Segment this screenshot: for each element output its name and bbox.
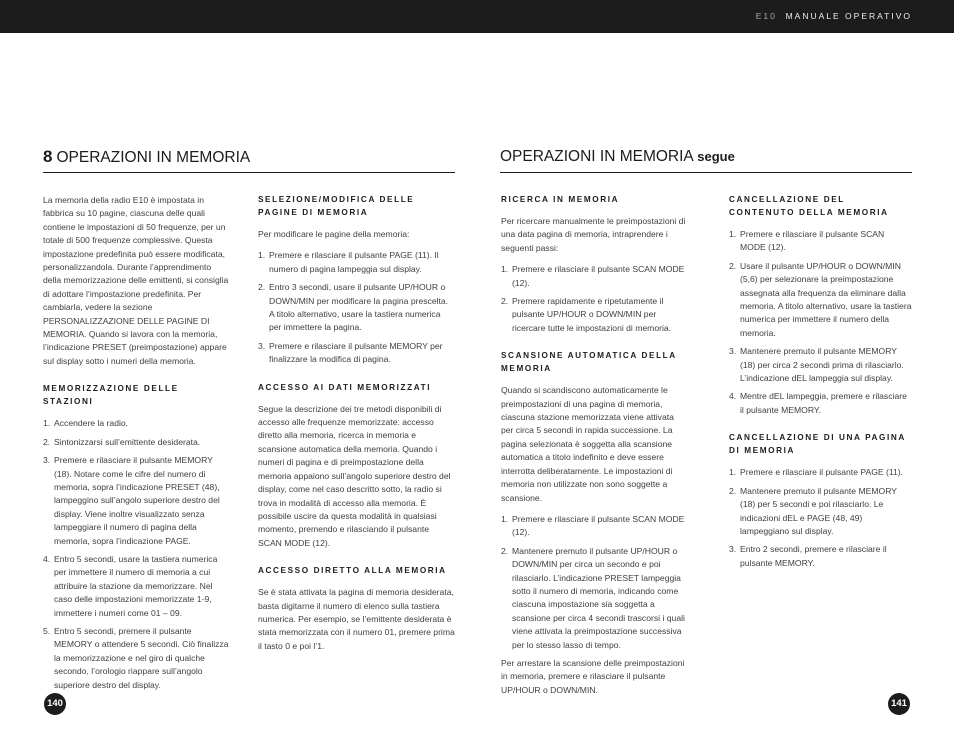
step-text: Mantenere premuto il pulsante UP/HOUR o DOWN/MIN per circa un secondo e poi rilasciarlo. L’indicazione PRESET lampeggia sotto il numero di memoria, indicando come ciascuna impostazione sia soggetta a scansione per circa 4 secondi trascorsi i quali viene attivata la preimpostazione successiva per lo stesso lasso di tempo. xyxy=(512,545,685,650)
step-number: 2. xyxy=(729,260,737,271)
list-item xyxy=(729,390,912,417)
section-heading: MEMORIZZAZIONE DELLE STAZIONI xyxy=(43,384,179,407)
step-text: Mantenere premuto il pulsante MEMORY (18) per circa 2 secondi prima di rilasciarlo. L’indicazione dEL lampeggia sul display. xyxy=(740,346,904,384)
steps-list xyxy=(258,249,455,366)
steps-list xyxy=(501,263,687,335)
header-bar xyxy=(0,0,954,33)
step-number: 3. xyxy=(43,455,51,466)
brand-name: E10 xyxy=(755,11,777,21)
list-item xyxy=(43,417,229,430)
step-number: 2. xyxy=(43,436,51,447)
list-item xyxy=(43,553,229,620)
step-text: Accendere la radio. xyxy=(54,418,129,429)
step-number: 3. xyxy=(729,544,737,555)
list-item xyxy=(729,228,912,255)
step-text: Entro 5 secondi, usare la tastiera numerica per immettere il numero di memoria a cui attribuire la stazione da memorizzare. Nel caso delle impostazioni memorizzate 1-9, immettere i numeri come 01 – 09. xyxy=(54,553,218,618)
step-text: Mentre dEL lampeggia, premere e rilasciare il pulsante MEMORY. xyxy=(740,391,907,415)
step-text: Entro 3 secondi, usare il pulsante UP/HOUR o DOWN/MIN per modificare la pagina prescelta. A titolo alternativo, usare la tastiera numerica per immettere la pagina. xyxy=(269,282,449,333)
page-number-right: 141 xyxy=(888,693,910,715)
list-item xyxy=(258,249,455,276)
section-heading: CANCELLAZIONE DI UNA PAGINA DI MEMORIA xyxy=(729,433,906,456)
step-text: Premere e rilasciare il pulsante SCAN MODE (12). xyxy=(512,513,685,538)
step-number: 1. xyxy=(501,264,509,275)
step-number: 1. xyxy=(729,467,737,478)
page-number-left: 140 xyxy=(44,693,66,715)
right-page-title xyxy=(500,148,735,166)
steps-list xyxy=(729,466,912,570)
title-suffix: segue xyxy=(697,149,735,164)
list-item xyxy=(729,485,912,539)
section-heading: ACCESSO DIRETTO ALLA MEMORIA xyxy=(258,566,447,576)
left-column-2 xyxy=(258,193,455,661)
list-item xyxy=(729,466,912,479)
step-number: 2. xyxy=(729,485,737,496)
section-heading: SELEZIONE/MODIFICA DELLE PAGINE DI MEMORIA xyxy=(258,195,415,217)
step-number: 5. xyxy=(43,625,51,636)
step-text: Entro 2 secondi, premere e rilasciare il pulsante MEMORY. xyxy=(740,544,887,568)
step-text: Premere e rilasciare il pulsante SCAN MODE (12). xyxy=(740,229,885,253)
steps-list xyxy=(43,417,229,692)
right-column-1 xyxy=(501,193,687,705)
step-text: Premere e rilasciare il pulsante MEMORY (18). Notare come le cifre del numero di memoria, sopra l’indicazione PRESET (48), lampeggino sull’angolo superiore destro del display. Viene inoltre visualizzato senza lampeggiare il numero di pagina della memoria, sopra l’indicazione PAGE. xyxy=(54,455,220,546)
step-text: Premere e rilasciare il pulsante SCAN MODE (12). xyxy=(512,264,685,288)
section-heading: ACCESSO AI DATI MEMORIZZATI xyxy=(258,382,432,392)
list-item xyxy=(729,345,912,385)
step-number: 1. xyxy=(258,250,266,261)
list-item xyxy=(258,281,455,335)
list-item xyxy=(729,543,912,570)
step-number: 4. xyxy=(43,553,51,564)
step-number: 3. xyxy=(729,346,737,357)
section-heading: RICERCA IN MEMORIA xyxy=(501,195,620,204)
left-page-title xyxy=(43,147,250,167)
section-intro: Per ricercare manualmente le preimpostazioni di una data pagina di memoria, intraprendere i seguenti passi: xyxy=(501,216,686,253)
step-text: Usare il pulsante UP/HOUR o DOWN/MIN (5,6) per selezionare la preimpostazione assegnata alla frequenza da eliminare dalla memoria. A titolo alternativo, usare la tastiera numerica per immettere il numero della memoria. xyxy=(740,260,912,338)
section-paragraph: Segue la descrizione dei tre metodi disponibili di accesso alle frequenze memorizzate: accesso diretto alla memoria, ricerca in memoria e scansione automatica della memoria. Quando i numeri di pagina e di preimpostazione della memoria appaiono sull’angolo superiore destro del display, come nel caso descritto sotto, la radio si trova in modalità di accesso alla memoria. È possibile uscire da questa modalità in qualsiasi momento, premendo e rilasciando il pulsante SCAN MODE (12). xyxy=(258,403,451,548)
left-title-rule xyxy=(43,172,455,173)
step-text: Premere rapidamente e ripetutamente il pulsante UP/HOUR o DOWN/MIN per ricercare tutte le impostazioni di memoria. xyxy=(512,296,672,333)
right-title-text: OPERAZIONI IN MEMORIA xyxy=(500,148,693,165)
running-header xyxy=(756,11,912,21)
manual-title: MANUALE OPERATIVO xyxy=(785,11,912,21)
list-item xyxy=(729,260,912,340)
section-intro: Per modificare le pagine della memoria: xyxy=(258,229,410,239)
list-item xyxy=(43,625,229,692)
step-text: Premere e rilasciare il pulsante MEMORY per finalizzare la modifica di pagina. xyxy=(269,340,443,365)
step-number: 2. xyxy=(501,296,509,307)
step-text: Entro 5 secondi, premere il pulsante MEMORY o attendere 5 secondi. Ciò finalizza la memorizzazione e nel giro di qualche secondo, l’orologio riappare sull’angolo superiore destro del display. xyxy=(54,625,229,690)
left-column-1 xyxy=(43,194,229,697)
right-title-rule xyxy=(500,172,912,173)
step-number: 2. xyxy=(258,282,266,293)
left-title-text: OPERAZIONI IN MEMORIA xyxy=(56,149,251,166)
section-heading: SCANSIONE AUTOMATICA DELLA MEMORIA xyxy=(501,351,677,374)
step-number: 4. xyxy=(729,391,737,402)
list-item xyxy=(501,545,687,652)
right-column-2 xyxy=(729,193,912,575)
step-text: Premere e rilasciare il pulsante PAGE (11). xyxy=(740,467,904,478)
list-item xyxy=(43,454,229,548)
list-item xyxy=(43,436,229,449)
list-item xyxy=(501,295,687,335)
step-number: 3. xyxy=(258,340,266,351)
step-number: 1. xyxy=(501,513,509,524)
step-number: 1. xyxy=(729,229,737,239)
step-text: Premere e rilasciare il pulsante PAGE (11). Il numero di pagina lampeggia sul display. xyxy=(269,250,439,274)
step-text: Sintonizzarsi sull’emittente desiderata. xyxy=(54,436,201,447)
step-text: Mantenere premuto il pulsante MEMORY (18) per 5 secondi e poi rilasciarlo. Le indicazioni dEL e PAGE (48, 49) lampeggiano sul display. xyxy=(740,485,897,536)
section-paragraph: Per arrestare la scansione delle preimpostazioni in memoria, premere e rilasciare il pulsante UP/HOUR o DOWN/MIN. xyxy=(501,657,685,695)
intro-paragraph: La memoria della radio E10 è impostata in fabbrica su 10 pagine, ciascuna delle quali contiene le impostazioni di 50 frequenze, per un totale di 500 frequenze complessive. Questa impostazione predefinita può essere modificata, personalizzandola. Durante l’apprendimento della memorizzazione delle emittenti, si consiglia di adottare l’impostazione predefinita. Per cambiarla, vedere la sezione PERSONALIZZAZIONE DELLE PAGINE DI MEMORIA. Quando si lavora con la memoria, l’indicazione PRESET (preimpostazione) appare sul display sotto i numeri della memoria. xyxy=(43,195,229,366)
step-number: 2. xyxy=(501,545,509,556)
list-item xyxy=(258,340,455,367)
steps-list xyxy=(729,228,912,417)
section-paragraph: Se è stata attivata la pagina di memoria desiderata, basta digitarne il numero di elenco sulla tastiera numerica. Per esempio, se l’emittente desiderata è stata memorizzata con il numero 01, premere prima il tasto 0 e poi l’1. xyxy=(258,587,455,651)
list-item xyxy=(501,263,687,290)
section-paragraph: Quando si scandiscono automaticamente le preimpostazioni di una pagina di memoria, ciascuna stazione memorizzata viene attivata per circa 5 secondi in rapida successione. La pagina selezionata è soggetta alla scansione automatica a titolo indefinito e deve essere interrotta deliberatamente. Le impostazioni di memoria non utilizzate non sono soggette a scansione. xyxy=(501,385,674,503)
steps-list xyxy=(501,513,687,652)
chapter-number: 8 xyxy=(43,147,53,166)
step-number: 1. xyxy=(43,418,51,429)
section-heading: CANCELLAZIONE DEL CONTENUTO DELLA MEMORIA xyxy=(729,195,889,217)
list-item xyxy=(501,513,687,540)
